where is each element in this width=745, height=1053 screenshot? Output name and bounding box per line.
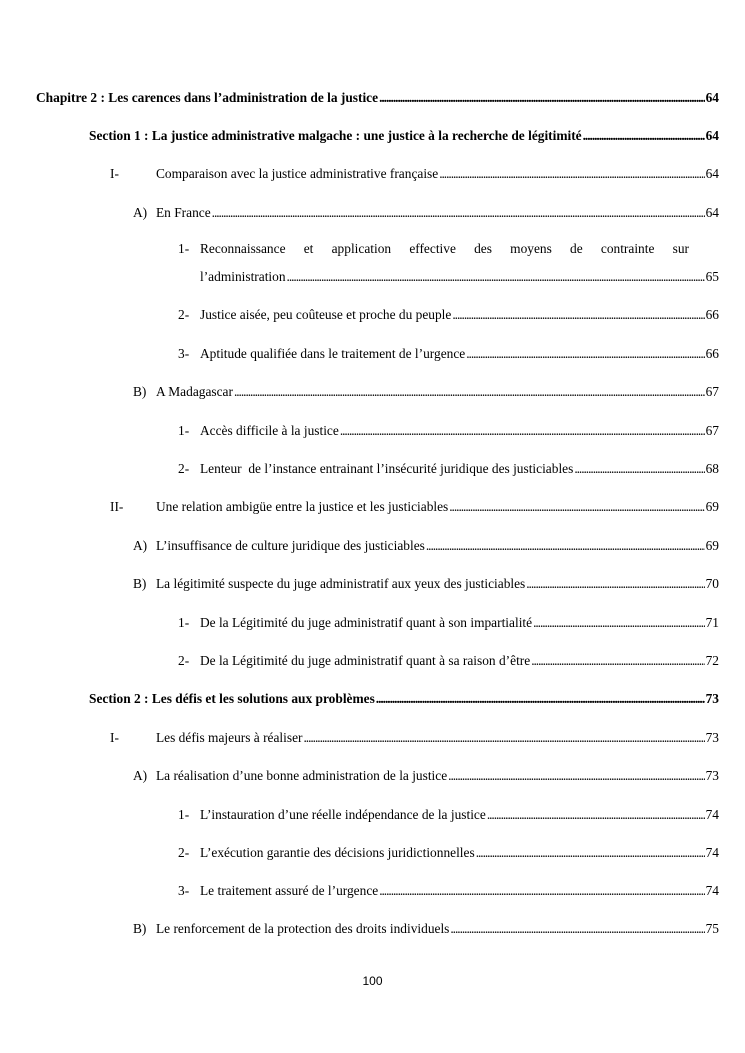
- toc-entry-A-realisation[interactable]: [133, 767, 719, 785]
- dot-leader: [487, 806, 705, 824]
- dot-leader: [379, 89, 705, 107]
- toc-number: 2-: [178, 653, 190, 668]
- toc-title: De la Légitimité du juge administratif quant à son impartialité: [200, 615, 533, 630]
- title-word: application: [331, 241, 392, 256]
- toc-page: 71: [705, 615, 719, 630]
- toc-title: Aptitude qualifiée dans le traitement de l’urgence: [200, 346, 466, 361]
- toc-number: B): [133, 576, 147, 591]
- dot-leader: [379, 882, 704, 900]
- toc-number: II-: [110, 499, 124, 514]
- toc-number: 1-: [178, 807, 190, 822]
- toc-page: 66: [705, 307, 719, 322]
- toc-page: 64: [705, 128, 719, 143]
- title-word: et: [303, 241, 314, 256]
- toc-entry-A-en-france[interactable]: [133, 204, 719, 222]
- toc-page: 75: [705, 921, 719, 936]
- toc-page: 64: [705, 205, 719, 220]
- toc-page: 64: [705, 166, 719, 181]
- toc-title: Accès difficile à la justice: [200, 423, 339, 438]
- toc-page: 73: [705, 691, 719, 706]
- toc-title: A Madagascar: [156, 384, 233, 399]
- toc-title: Section 2 : Les défis et les solutions aux problèmes: [89, 691, 375, 706]
- page-number: 100: [362, 974, 383, 988]
- toc-entry-B-madagascar[interactable]: [133, 383, 719, 401]
- toc-entry-I-defis[interactable]: [110, 729, 719, 747]
- toc-entry-B-renforcement[interactable]: [133, 920, 719, 938]
- toc-title: Chapitre 2 : Les carences dans l’administration de la justice: [36, 90, 379, 105]
- toc-page: 72: [705, 653, 719, 668]
- dot-leader: [340, 422, 705, 440]
- toc-entry-3-aptitude[interactable]: [178, 345, 719, 363]
- toc-entry-2-lenteur[interactable]: [178, 460, 719, 478]
- toc-title: Le renforcement de la protection des droits individuels: [156, 921, 450, 936]
- toc-number: B): [133, 921, 147, 936]
- dot-leader: [212, 204, 705, 222]
- toc-title: Justice aisée, peu coûteuse et proche du peuple: [200, 307, 452, 322]
- toc-page: 70: [705, 576, 719, 591]
- toc-page: 69: [705, 538, 719, 553]
- toc-number: I-: [110, 166, 119, 181]
- toc-page: 67: [705, 423, 719, 438]
- dot-leader: [466, 345, 704, 363]
- toc-entry-B-legitimite[interactable]: [133, 575, 719, 593]
- toc-title: Comparaison avec la justice administrative française: [156, 166, 439, 181]
- toc-number: I-: [110, 730, 119, 745]
- toc-entry-1-instauration[interactable]: [178, 806, 719, 824]
- toc-title: Lenteur de l’instance entrainant l’insécurité juridique des justiciables: [200, 461, 574, 476]
- toc-number: 2-: [178, 461, 190, 476]
- toc-number: 3-: [178, 883, 190, 898]
- toc-number: 3-: [178, 346, 190, 361]
- toc-page: 67: [705, 384, 719, 399]
- toc-entry-3-traitement[interactable]: [178, 882, 719, 900]
- toc-number: 2-: [178, 307, 190, 322]
- toc-title: L’exécution garantie des décisions juridictionnelles: [200, 845, 475, 860]
- dot-leader: [448, 767, 704, 785]
- title-word: de: [570, 241, 583, 256]
- title-word: Reconnaissance: [200, 241, 286, 256]
- dot-leader: [533, 614, 705, 632]
- toc-number: B): [133, 384, 147, 399]
- dot-leader: [449, 498, 704, 516]
- toc-page: 65: [705, 269, 719, 284]
- toc-title: Section 1 : La justice administrative malgache : une justice à la recherche de légitimité: [89, 128, 582, 143]
- dot-leader: [583, 127, 705, 145]
- title-word: sur: [672, 241, 689, 256]
- toc-title: La légitimité suspecte du juge administratif aux yeux des justiciables: [156, 576, 526, 591]
- dot-leader: [376, 690, 705, 708]
- toc-number: 1-: [178, 615, 190, 630]
- dot-leader: [426, 537, 705, 555]
- toc-page: 73: [705, 768, 719, 783]
- toc-entry-I[interactable]: [110, 165, 719, 183]
- toc-page: 68: [705, 461, 719, 476]
- toc-title: Une relation ambigüe entre la justice et les justiciables: [156, 499, 449, 514]
- toc-entry-section-2[interactable]: [89, 690, 719, 708]
- toc-page: 64: [705, 90, 719, 105]
- title-word: des: [474, 241, 492, 256]
- toc-number: 1-: [178, 241, 190, 256]
- dot-leader: [304, 729, 705, 747]
- toc-number: 2-: [178, 845, 190, 860]
- toc-number: A): [133, 538, 148, 553]
- toc-page: 74: [705, 807, 719, 822]
- toc-entry-2-raison-etre[interactable]: [178, 652, 719, 670]
- toc-entry-1-reconnaissance-cont[interactable]: [200, 268, 719, 286]
- toc-entry-A-insuffisance[interactable]: [133, 537, 719, 555]
- dot-leader: [476, 844, 705, 862]
- dot-leader: [439, 165, 704, 183]
- toc-page: 69: [705, 499, 719, 514]
- toc-entry-section-1[interactable]: [89, 127, 719, 145]
- toc-title: Le traitement assuré de l’urgence: [200, 883, 379, 898]
- toc-entry-1-reconnaissance[interactable]: [178, 240, 719, 258]
- toc-number: A): [133, 205, 148, 220]
- toc-title: L’instauration d’une réelle indépendance de la justice: [200, 807, 486, 822]
- dot-leader: [531, 652, 704, 670]
- toc-page: 74: [705, 883, 719, 898]
- toc-entry-II[interactable]: [110, 498, 719, 516]
- toc-title: L’insuffisance de culture juridique des justiciables: [156, 538, 425, 553]
- title-word: moyens: [510, 241, 552, 256]
- toc-number: 1-: [178, 423, 190, 438]
- toc-entry-2-justice-aisee[interactable]: [178, 306, 719, 324]
- dot-leader: [287, 268, 705, 286]
- toc-title: Les défis majeurs à réaliser: [156, 730, 303, 745]
- toc-page: 73: [705, 730, 719, 745]
- toc-entry-2-execution[interactable]: [178, 844, 719, 862]
- toc-title-line-1: [200, 240, 719, 258]
- toc-entry-chapitre-2[interactable]: [36, 89, 719, 107]
- dot-leader: [450, 920, 704, 938]
- toc-number: A): [133, 768, 148, 783]
- toc-entry-1-impartialite[interactable]: [178, 614, 719, 632]
- toc-title: De la Légitimité du juge administratif quant à sa raison d’être: [200, 653, 531, 668]
- toc-title: En France: [156, 205, 211, 220]
- toc-page: 66: [705, 346, 719, 361]
- dot-leader: [234, 383, 705, 401]
- dot-leader: [452, 306, 704, 324]
- title-word: contrainte: [600, 241, 655, 256]
- dot-leader: [574, 460, 704, 478]
- toc-title: La réalisation d’une bonne administration de la justice: [156, 768, 448, 783]
- toc-entry-1-acces[interactable]: [178, 422, 719, 440]
- toc-title: l’administration: [200, 269, 286, 284]
- dot-leader: [526, 575, 704, 593]
- title-word: effective: [409, 241, 456, 256]
- toc-page: 74: [705, 845, 719, 860]
